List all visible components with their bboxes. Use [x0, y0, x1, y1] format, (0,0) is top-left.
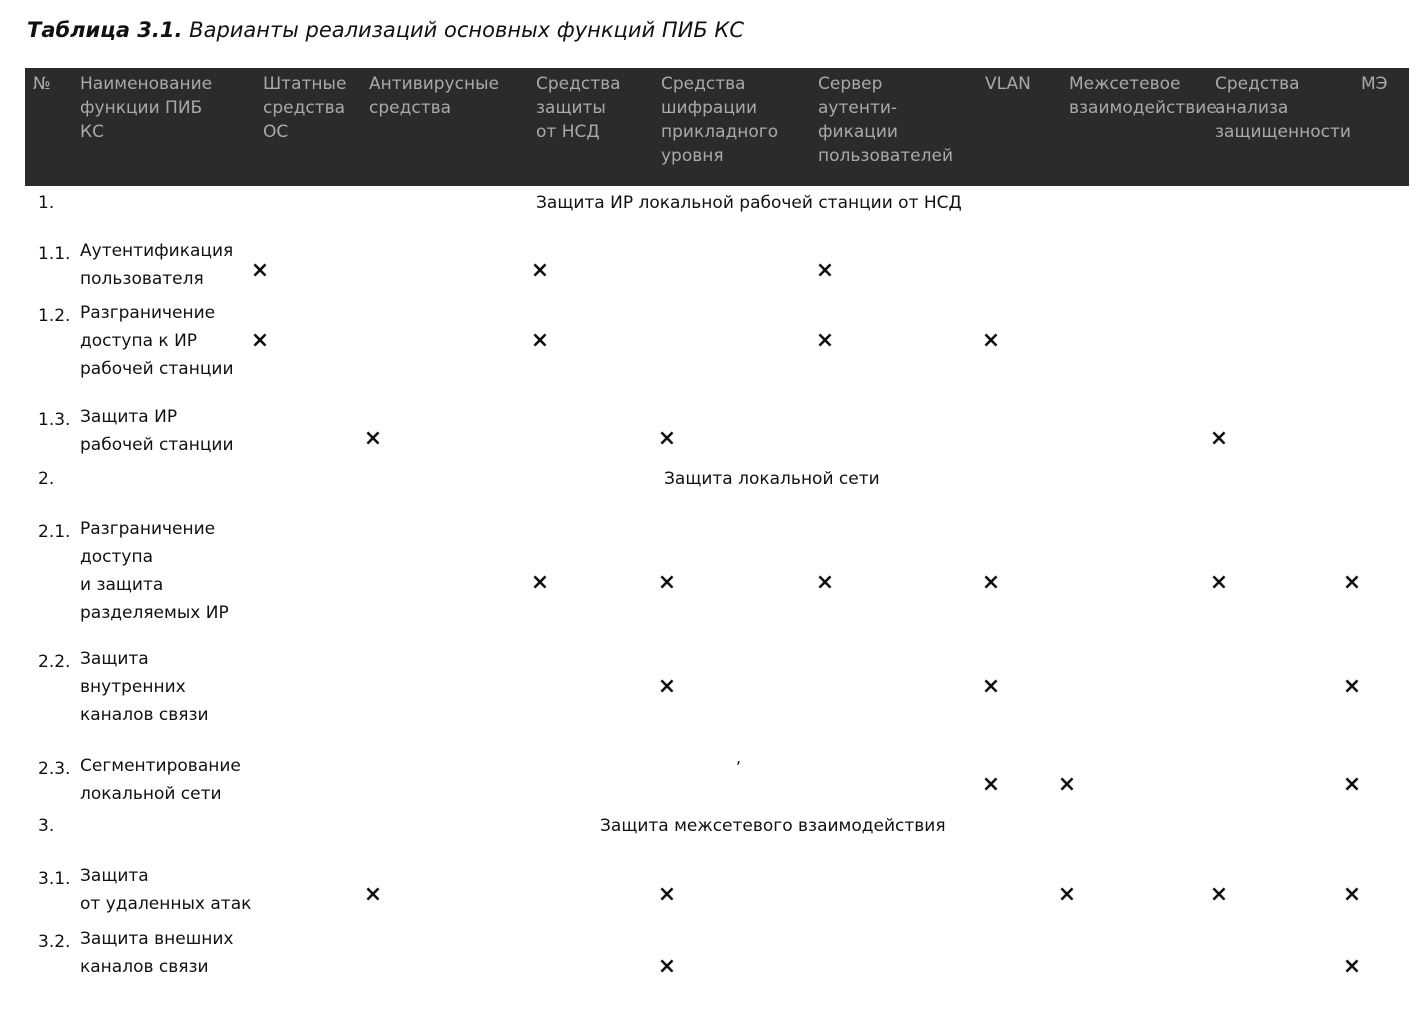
row-number: 1.1.	[38, 244, 71, 264]
header-cell: Межсетевое взаимодействие	[1069, 74, 1217, 118]
header-cell: Средства шифрации прикладного уровня	[661, 74, 779, 166]
check-mark: ×	[1342, 772, 1362, 797]
check-mark: ×	[530, 570, 550, 595]
header-cell: Антивирусные средства	[369, 74, 499, 118]
check-mark: ×	[530, 258, 550, 283]
table-caption	[27, 18, 744, 42]
section-number: 2.	[38, 469, 55, 489]
check-mark: ×	[1342, 882, 1362, 907]
section-title: Защита локальной сети	[664, 469, 880, 489]
row-number: 3.1.	[38, 869, 71, 889]
check-mark: ×	[981, 328, 1001, 353]
caption-label: Таблица 3.1.	[27, 18, 183, 42]
header-cell: Средства защиты от НСД	[536, 74, 621, 142]
check-mark: ×	[981, 772, 1001, 797]
check-mark: ×	[657, 426, 677, 451]
check-mark: ×	[815, 258, 835, 283]
row-name: Защита внутренних каналов связи	[80, 649, 209, 725]
check-mark: ×	[530, 328, 550, 353]
section-number: 1.	[38, 193, 55, 213]
row-number: 2.1.	[38, 522, 71, 542]
check-mark: ×	[1209, 426, 1229, 451]
check-mark: ×	[657, 882, 677, 907]
stray-mark: ,	[736, 748, 742, 767]
check-mark: ×	[250, 328, 270, 353]
check-mark: ×	[657, 674, 677, 699]
check-mark: ×	[981, 674, 1001, 699]
row-number: 1.2.	[38, 306, 71, 326]
row-number: 2.2.	[38, 652, 71, 672]
row-name: Аутентификация пользователя	[80, 241, 234, 289]
check-mark: ×	[1342, 954, 1362, 979]
row-name: Защита внешних каналов связи	[80, 929, 234, 977]
header-cell: МЭ	[1361, 74, 1388, 94]
section-title: Защита ИР локальной рабочей станции от НСД	[536, 193, 962, 213]
section-number: 3.	[38, 816, 55, 836]
check-mark: ×	[815, 570, 835, 595]
check-mark: ×	[815, 328, 835, 353]
header-cell: VLAN	[985, 74, 1031, 94]
check-mark: ×	[657, 570, 677, 595]
row-name: Сегментирование локальной сети	[80, 756, 241, 804]
check-mark: ×	[1209, 570, 1229, 595]
table-header	[25, 68, 1409, 186]
row-number: 1.3.	[38, 410, 71, 430]
check-mark: ×	[1057, 772, 1077, 797]
check-mark: ×	[363, 882, 383, 907]
check-mark: ×	[363, 426, 383, 451]
row-name: Защита ИР рабочей станции	[80, 407, 234, 455]
header-cell: Сервер аутенти- фикации пользователей	[818, 74, 954, 166]
check-mark: ×	[250, 258, 270, 283]
section-title: Защита межсетевого взаимодействия	[600, 816, 946, 836]
row-name: Разграничение доступа и защита разделяемых ИР	[80, 519, 229, 623]
check-mark: ×	[1342, 570, 1362, 595]
check-mark: ×	[981, 570, 1001, 595]
caption-text: Варианты реализаций основных функций ПИБ КС	[189, 18, 744, 42]
check-mark: ×	[1057, 882, 1077, 907]
row-number: 3.2.	[38, 932, 71, 952]
header-cell: Наименование функции ПИБ КС	[80, 74, 213, 142]
check-mark: ×	[1342, 674, 1362, 699]
header-cell: №	[33, 74, 51, 94]
header-cell: Штатные средства ОС	[263, 74, 347, 142]
row-name: Защита от удаленных атак	[80, 866, 252, 914]
row-number: 2.3.	[38, 759, 71, 779]
check-mark: ×	[657, 954, 677, 979]
check-mark: ×	[1209, 882, 1229, 907]
header-cell: Средства анализа защищенности	[1215, 74, 1351, 142]
row-name: Разграничение доступа к ИР рабочей станции	[80, 303, 234, 379]
